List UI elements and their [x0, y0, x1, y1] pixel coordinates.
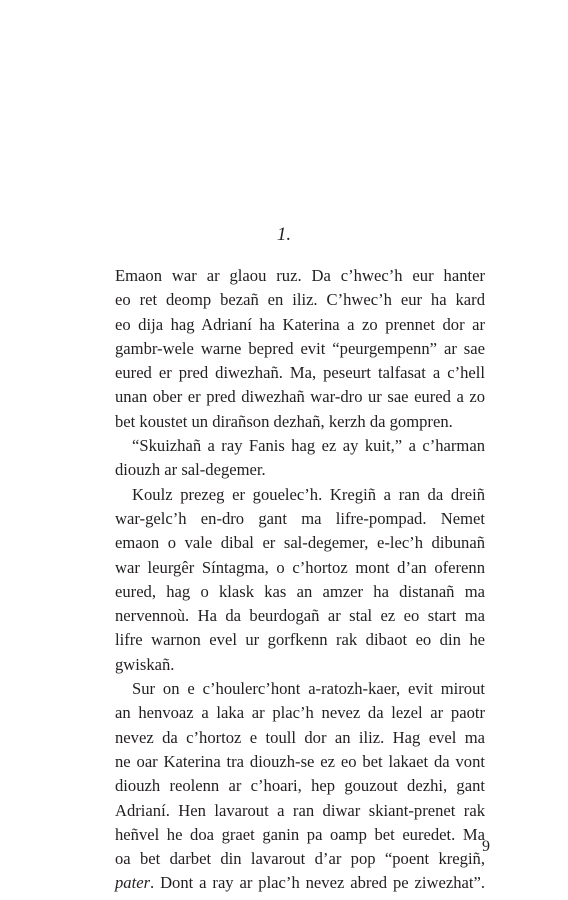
- text-line: Koulz prezeg er gouelec’h. Kregiñ a ran da dreiñ: [132, 484, 485, 504]
- text-line: diouzh ar sal-degemer.: [115, 460, 266, 480]
- text-line-rest: . Dont a ray ar plac’h nevez abred pe ziwezhat”.: [150, 873, 485, 893]
- text-line: eo dija hag Adrianí ha Katerina a zo prennet dor ar: [115, 314, 485, 334]
- text-line: diouzh reolenn ar c’hoari, hep gouzout dezhi, gant: [115, 776, 485, 796]
- text-line: Sur on e c’houlerc’hont a-ratozh-kaer, evit mirout: [132, 679, 485, 699]
- paragraph-3: [115, 483, 485, 677]
- text-line: bet koustet un dirañson dezhañ, kerzh da gompren.: [115, 411, 453, 431]
- text-line: heñvel he doa graet ganin pa oamp bet euredet. Ma: [115, 824, 485, 844]
- text-line: gambr-wele warne bepred evit “peurgempenn” ar sae: [115, 338, 485, 358]
- text-line: oa bet darbet din lavarout d’ar pop “poent kregiñ,: [115, 849, 485, 869]
- text-line: unan ober er pred diwezhañ war-dro ur sae eured a zo: [115, 387, 485, 407]
- body-text: [115, 264, 485, 896]
- text-line: gwiskañ.: [115, 654, 175, 674]
- text-line: ne oar Katerina tra diouzh-se ez eo bet lakaet da vont: [115, 751, 485, 771]
- text-line: nervennoù. Ha da beurdogañ ar stal ez eo start ma: [115, 606, 485, 626]
- text-line: emaon o vale dibal er sal-degemer, e-lec’h dibunañ: [115, 533, 485, 553]
- italic-word: pater: [115, 873, 151, 893]
- text-line-last: [115, 871, 485, 895]
- text-line: eured, hag o klask kas an amzer ha distanañ ma: [115, 581, 485, 601]
- text-line: eo ret deomp bezañ en iliz. C’hwec’h eur ha kard: [115, 290, 485, 310]
- text-line: war leurgêr Síntagma, o c’hortoz mont d’an oferenn: [115, 557, 485, 577]
- paragraph-4: [115, 677, 485, 896]
- text-line: Emaon war ar glaou ruz. Da c’hwec’h eur hanter: [115, 266, 485, 285]
- text-line: nevez da c’hortoz e toull dor an iliz. Hag evel ma: [115, 727, 485, 747]
- text-line: Adrianí. Hen lavarout a ran diwar skiant-prenet rak: [115, 800, 485, 820]
- chapter-number: 1.: [276, 224, 292, 245]
- paragraph-2: [115, 434, 485, 483]
- paragraph-1: [115, 264, 485, 434]
- page-number: 9: [482, 838, 490, 855]
- text-line: eured er pred diwezhañ. Ma, peseurt talfasat a c’hell: [115, 363, 485, 383]
- text-line: an henvoaz a laka ar plac’h nevez da lezel ar paotr: [115, 703, 485, 723]
- text-line: “Skuizhañ a ray Fanis hag ez ay kuit,” a c’harman: [132, 436, 485, 456]
- text-line: lifre warnon evel ur gorfkenn rak dibaot eo din he: [115, 630, 485, 650]
- text-line: war-gelc’h en-dro gant ma lifre-pompad. Nemet: [115, 508, 485, 528]
